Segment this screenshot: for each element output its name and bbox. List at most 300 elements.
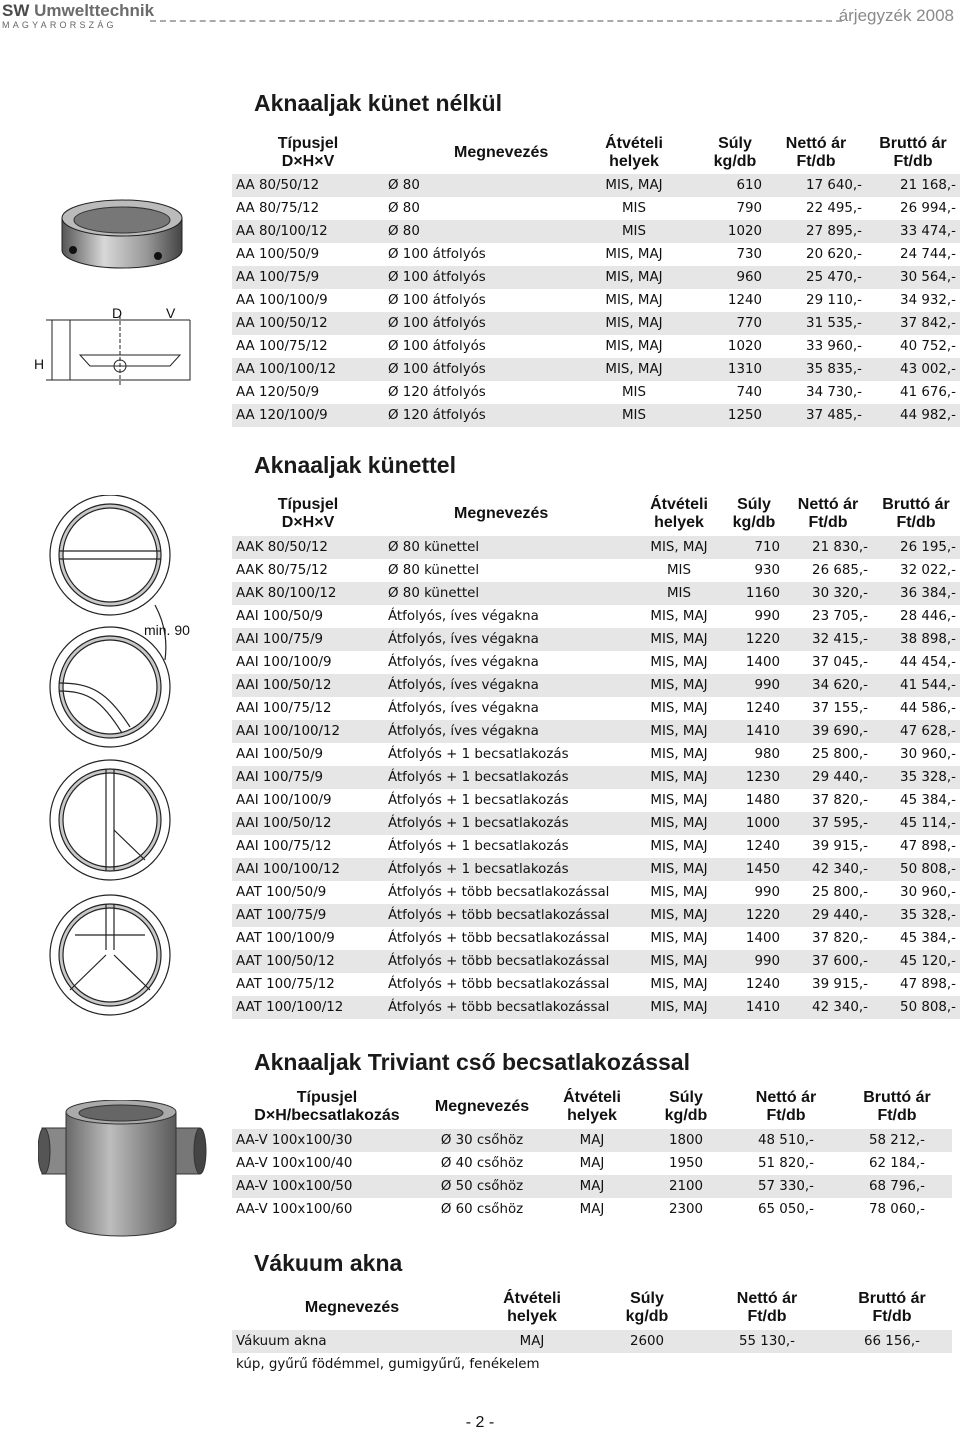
- cell-loc: MAJ: [519, 1334, 545, 1349]
- cell-loc: MIS, MAJ: [605, 339, 663, 354]
- price-table-4: [232, 1286, 952, 1376]
- cell-type: AA 100/100/12: [232, 358, 384, 381]
- cell-type: AAT 100/50/12: [232, 950, 384, 973]
- cell-name: Átfolyós, íves végakna: [384, 628, 634, 651]
- brand-country: MAGYARORSZÁG: [2, 20, 117, 30]
- col-type: Típusjel D×H×V: [277, 135, 339, 170]
- cell-type: AAI 100/75/12: [236, 839, 332, 854]
- cell-gross: 78 060,-: [869, 1202, 925, 1217]
- cell-type: AAK 80/50/12: [232, 536, 384, 559]
- cell-loc: MIS, MAJ: [650, 609, 708, 624]
- cell-gross: 44 586,-: [900, 701, 956, 716]
- cell-weight: 1250: [704, 404, 766, 427]
- cell-gross: 44 454,-: [900, 655, 956, 670]
- section-title-3: Aknaaljak Triviant cső becsatlakozással: [254, 1049, 690, 1075]
- col-name: Megnevezés: [434, 1098, 530, 1115]
- cell-type: AAI 100/50/12: [232, 812, 384, 835]
- cell-gross: 66 156,-: [864, 1334, 920, 1349]
- shaft-base-illustration: [40, 180, 220, 430]
- cell-weight: 1240: [745, 977, 780, 992]
- dim-v-label: V: [166, 305, 176, 321]
- cell-loc: MIS, MAJ: [634, 950, 724, 973]
- cell-net: 35 835,-: [766, 358, 866, 381]
- cell-name: Ø 80 künettel: [384, 582, 634, 605]
- col-loc: Átvételi helyek: [650, 496, 708, 531]
- cell-weight: 1400: [745, 655, 780, 670]
- cell-net: 30 320,-: [784, 582, 872, 605]
- cell-weight: 1230: [724, 766, 784, 789]
- cell-weight: 1410: [724, 720, 784, 743]
- table-row: [232, 358, 960, 381]
- cell-net: 17 640,-: [766, 174, 866, 197]
- cell-gross: 68 796,-: [842, 1175, 952, 1198]
- cell-gross: 35 328,-: [872, 904, 960, 927]
- table-row: [232, 1129, 952, 1152]
- table-row: [232, 766, 960, 789]
- cell-net: 65 050,-: [758, 1202, 814, 1217]
- cell-net: 37 600,-: [784, 950, 872, 973]
- cell-weight: 770: [704, 312, 766, 335]
- cell-name: Átfolyós, íves végakna: [388, 701, 539, 716]
- cell-loc: MIS, MAJ: [650, 885, 708, 900]
- cell-weight: 1450: [724, 858, 784, 881]
- cell-net: 32 415,-: [784, 628, 872, 651]
- cell-name: Ø 100 átfolyós: [384, 358, 564, 381]
- cell-weight: 710: [724, 536, 784, 559]
- cell-loc: MIS, MAJ: [650, 747, 708, 762]
- table-row: [232, 720, 960, 743]
- cell-name: Átfolyós, íves végakna: [384, 720, 634, 743]
- col-net: Nettó ár Ft/db: [755, 1089, 817, 1124]
- col-weight: Súly kg/db: [732, 496, 776, 531]
- cell-name: Átfolyós + több becsatlakozással: [388, 885, 610, 900]
- cell-loc: MAJ: [542, 1129, 642, 1152]
- cell-weight: 1240: [727, 293, 762, 308]
- col-loc: Átvételi helyek: [563, 1089, 621, 1124]
- cell-name: Átfolyós, íves végakna: [388, 609, 539, 624]
- table-row: [232, 174, 960, 197]
- channel-variants-illustration: [45, 495, 205, 1035]
- cell-weight: 1000: [724, 812, 784, 835]
- cell-type: AAT 100/100/12: [232, 996, 384, 1019]
- cell-name: Ø 100 átfolyós: [384, 266, 564, 289]
- col-net: Nettó ár Ft/db: [736, 1290, 798, 1325]
- cell-net: 34 730,-: [806, 385, 862, 400]
- cell-net: 39 915,-: [812, 977, 868, 992]
- cell-net: 27 895,-: [766, 220, 866, 243]
- table-row: [232, 743, 960, 766]
- col-weight: Súly kg/db: [664, 1089, 708, 1124]
- cell-gross: 43 002,-: [866, 358, 960, 381]
- cell-net: 37 820,-: [812, 793, 868, 808]
- dim-h-label: H: [34, 356, 45, 372]
- cell-loc: MIS: [621, 385, 646, 400]
- cell-weight: 1220: [724, 904, 784, 927]
- table-row: [232, 605, 960, 628]
- table-row: [232, 536, 960, 559]
- table-row: [232, 674, 960, 697]
- cell-name: Átfolyós, íves végakna: [388, 655, 539, 670]
- cell-net: 25 800,-: [812, 747, 868, 762]
- cell-net: 37 595,-: [784, 812, 872, 835]
- cell-net: 51 820,-: [758, 1156, 814, 1171]
- cell-name: Átfolyós + 1 becsatlakozás: [388, 747, 569, 762]
- cell-weight: 1310: [704, 358, 766, 381]
- cell-name: Ø 80 künettel: [384, 536, 634, 559]
- doc-title: árjegyzék 2008: [838, 6, 954, 25]
- table-row: [232, 381, 960, 404]
- dim-d-label: D: [112, 305, 123, 321]
- cell-weight: 990: [754, 609, 780, 624]
- cell-net: 42 340,-: [784, 996, 872, 1019]
- cell-name: Ø 100 átfolyós: [388, 293, 486, 308]
- cell-loc: MIS: [666, 563, 691, 578]
- cell-type: AAK 80/75/12: [236, 563, 328, 578]
- cell-type: AAT 100/75/12: [236, 977, 335, 992]
- cell-type: AAK 80/100/12: [232, 582, 384, 605]
- cell-gross: 35 328,-: [872, 766, 960, 789]
- triviant-base-illustration: [38, 1100, 208, 1240]
- cell-name: Átfolyós + több becsatlakozással: [384, 996, 634, 1019]
- cell-type: AAI 100/100/12: [232, 858, 384, 881]
- cell-net: 37 820,-: [812, 931, 868, 946]
- cell-net: 42 340,-: [784, 858, 872, 881]
- cell-loc: MIS, MAJ: [650, 931, 708, 946]
- cell-net: 55 130,-: [739, 1334, 795, 1349]
- section-title-2: Aknaaljak künettel: [254, 452, 456, 478]
- cell-net: 31 535,-: [766, 312, 866, 335]
- cell-weight: 1800: [642, 1129, 730, 1152]
- table-row: [232, 651, 960, 674]
- table-row: [232, 628, 960, 651]
- table-row: [232, 927, 960, 950]
- cell-type: AA-V 100x100/40: [236, 1156, 353, 1171]
- cell-type: AAI 100/75/9: [232, 628, 384, 651]
- col-name: Megnevezés: [454, 144, 549, 161]
- cell-name: Ø 50 csőhöz: [422, 1175, 542, 1198]
- cell-net: 37 155,-: [812, 701, 868, 716]
- cell-type: AA-V 100x100/60: [236, 1202, 353, 1217]
- cell-loc: MIS, MAJ: [650, 701, 708, 716]
- cell-name: Ø 80: [388, 201, 420, 216]
- cell-net: 21 830,-: [784, 536, 872, 559]
- cell-weight: 990: [724, 950, 784, 973]
- cell-gross: 30 564,-: [866, 266, 960, 289]
- cell-gross: 34 932,-: [900, 293, 956, 308]
- min-angle-label: min. 90: [144, 622, 190, 638]
- col-gross: Bruttó ár Ft/db: [882, 496, 950, 531]
- cell-name: Ø 80: [384, 220, 564, 243]
- cell-net: 23 705,-: [812, 609, 868, 624]
- cell-name: Ø 100 átfolyós: [384, 312, 564, 335]
- col-gross: Bruttó ár Ft/db: [863, 1089, 931, 1124]
- cell-type: AA 100/50/9: [236, 247, 320, 262]
- cell-weight: 2600: [629, 1334, 665, 1349]
- cell-weight: 980: [754, 747, 780, 762]
- cell-type: AA 100/75/12: [236, 339, 328, 354]
- cell-gross: 26 195,-: [872, 536, 960, 559]
- cell-name: Átfolyós + több becsatlakozással: [388, 977, 610, 992]
- cell-loc: MIS, MAJ: [634, 536, 724, 559]
- cell-loc: MIS, MAJ: [634, 996, 724, 1019]
- cell-name: Ø 60 csőhöz: [440, 1202, 524, 1217]
- col-weight: Súly kg/db: [625, 1290, 669, 1325]
- cell-type: AAI 100/50/9: [236, 747, 324, 762]
- cell-weight: 960: [704, 266, 766, 289]
- cell-name: Átfolyós, íves végakna: [384, 674, 634, 697]
- cell-net: 48 510,-: [730, 1129, 842, 1152]
- cell-name: Ø 120 átfolyós: [388, 385, 486, 400]
- table-row: [232, 220, 960, 243]
- cell-weight: 730: [736, 247, 762, 262]
- cell-loc: MAJ: [579, 1202, 605, 1217]
- cell-loc: MAJ: [542, 1175, 642, 1198]
- col-gross: Bruttó ár Ft/db: [858, 1290, 926, 1325]
- cell-name: Ø 40 csőhöz: [440, 1156, 524, 1171]
- cell-type: AA 120/50/9: [236, 385, 320, 400]
- cell-weight: 930: [754, 563, 780, 578]
- cell-loc: MAJ: [579, 1156, 605, 1171]
- col-net: Nettó ár Ft/db: [785, 135, 847, 170]
- table-row: [232, 812, 960, 835]
- cell-name: Átfolyós + több becsatlakozással: [388, 931, 610, 946]
- col-name: Megnevezés: [454, 505, 549, 522]
- cell-name: Ø 80: [384, 174, 564, 197]
- cell-net: 29 440,-: [784, 904, 872, 927]
- cell-name: Ø 80 künettel: [388, 563, 480, 578]
- header-divider: [150, 20, 842, 22]
- cell-type: AA-V 100x100/30: [232, 1129, 422, 1152]
- table-row: [232, 996, 960, 1019]
- cell-type: AA 100/50/12: [232, 312, 384, 335]
- cell-gross: 47 898,-: [900, 977, 956, 992]
- cell-gross: 47 898,-: [900, 839, 956, 854]
- cell-name: Átfolyós + 1 becsatlakozás: [384, 766, 634, 789]
- cell-loc: MIS, MAJ: [564, 266, 704, 289]
- cell-type: AAI 100/100/9: [236, 793, 332, 808]
- cell-loc: MIS, MAJ: [634, 628, 724, 651]
- cell-weight: 1020: [704, 220, 766, 243]
- cell-name: Átfolyós + 1 becsatlakozás: [388, 839, 569, 854]
- cell-gross: 24 744,-: [900, 247, 956, 262]
- cell-loc: MIS, MAJ: [634, 766, 724, 789]
- cell-type: AA 120/100/9: [232, 404, 384, 427]
- cell-weight: 1240: [745, 701, 780, 716]
- cell-loc: MIS, MAJ: [564, 312, 704, 335]
- cell-name: Átfolyós + 1 becsatlakozás: [384, 812, 634, 835]
- table-row: [232, 266, 960, 289]
- cell-gross: 36 384,-: [872, 582, 960, 605]
- table-row: [232, 1175, 952, 1198]
- cell-gross: 26 994,-: [900, 201, 956, 216]
- cell-weight: 990: [754, 885, 780, 900]
- section-title-1: Aknaaljak künet nélkül: [254, 90, 502, 116]
- cell-net: 26 685,-: [812, 563, 868, 578]
- cell-gross: 21 168,-: [866, 174, 960, 197]
- col-type: Típusjel D×H×V: [277, 496, 339, 531]
- cell-net: 37 045,-: [812, 655, 868, 670]
- col-loc: Átvételi helyek: [605, 135, 663, 170]
- cell-gross: 50 808,-: [872, 858, 960, 881]
- cell-weight: 1480: [745, 793, 780, 808]
- cell-name: Átfolyós + 1 becsatlakozás: [384, 858, 634, 881]
- cell-type: AA 80/75/12: [236, 201, 320, 216]
- cell-net: 20 620,-: [806, 247, 862, 262]
- cell-net: 57 330,-: [730, 1175, 842, 1198]
- cell-type: AAI 100/75/9: [232, 766, 384, 789]
- col-loc: Átvételi helyek: [503, 1290, 561, 1325]
- cell-type: AA-V 100x100/50: [232, 1175, 422, 1198]
- cell-gross: 62 184,-: [869, 1156, 925, 1171]
- cell-loc: MIS, MAJ: [634, 812, 724, 835]
- cell-weight: 1160: [724, 582, 784, 605]
- cell-gross: 45 114,-: [872, 812, 960, 835]
- table-row: [232, 973, 960, 996]
- cell-name: Átfolyós + 1 becsatlakozás: [388, 793, 569, 808]
- table-row: [232, 243, 960, 266]
- cell-name: Ø 30 csőhöz: [422, 1129, 542, 1152]
- cell-weight: 990: [724, 674, 784, 697]
- col-weight: Súly kg/db: [713, 135, 757, 170]
- table-row: [232, 1152, 952, 1175]
- table-row: [232, 335, 960, 358]
- col-gross: Bruttó ár Ft/db: [879, 135, 947, 170]
- brand-name: Umwelttechnik: [34, 1, 155, 20]
- cell-weight: 610: [704, 174, 766, 197]
- cell-name: Ø 100 átfolyós: [388, 339, 486, 354]
- cell-loc: MIS, MAJ: [605, 293, 663, 308]
- cell-type: AAI 100/50/12: [232, 674, 384, 697]
- cell-loc: MIS, MAJ: [634, 858, 724, 881]
- cell-net: 29 110,-: [806, 293, 862, 308]
- table-row: [232, 789, 960, 812]
- cell-weight: 1950: [668, 1156, 704, 1171]
- cell-weight: 1240: [745, 839, 780, 854]
- cell-loc: MIS, MAJ: [634, 674, 724, 697]
- table-row: [232, 697, 960, 720]
- cell-name: Vákuum akna: [236, 1334, 327, 1349]
- cell-gross: 47 628,-: [872, 720, 960, 743]
- cell-weight: 1220: [724, 628, 784, 651]
- cell-net: 25 470,-: [766, 266, 866, 289]
- table-row: [232, 835, 960, 858]
- cell-gross: 37 842,-: [866, 312, 960, 335]
- price-table-3: [232, 1085, 952, 1221]
- cell-type: AAI 100/100/12: [232, 720, 384, 743]
- cell-gross: 30 960,-: [900, 747, 956, 762]
- cell-loc: MIS, MAJ: [634, 720, 724, 743]
- cell-type: AA 80/50/12: [232, 174, 384, 197]
- cell-loc: MIS: [564, 404, 704, 427]
- table-row: [232, 582, 960, 605]
- cell-net: 37 485,-: [766, 404, 866, 427]
- cell-gross: 28 446,-: [900, 609, 956, 624]
- cell-type: AA 80/100/12: [232, 220, 384, 243]
- col-type: Típusjel D×H/becsatlakozás: [254, 1089, 400, 1124]
- cell-type: AAT 100/100/9: [236, 931, 335, 946]
- table-row: [232, 950, 960, 973]
- cell-net: 34 620,-: [784, 674, 872, 697]
- price-table-2: [232, 492, 960, 1019]
- section-title-4: Vákuum akna: [254, 1250, 403, 1276]
- cell-loc: MIS: [621, 201, 646, 216]
- cell-type: AA 100/75/9: [232, 266, 384, 289]
- cell-gross: 40 752,-: [900, 339, 956, 354]
- cell-loc: MIS, MAJ: [650, 793, 708, 808]
- cell-weight: 1400: [745, 931, 780, 946]
- cell-loc: MIS, MAJ: [650, 655, 708, 670]
- cell-net: 29 440,-: [784, 766, 872, 789]
- table-row: [232, 1198, 952, 1221]
- table-row: [232, 858, 960, 881]
- table-row: [232, 881, 960, 904]
- cell-gross: 45 384,-: [900, 931, 956, 946]
- cell-name: Ø 100 átfolyós: [388, 247, 486, 262]
- col-net: Nettó ár Ft/db: [797, 496, 859, 531]
- table-row: [232, 289, 960, 312]
- cell-net: 22 495,-: [806, 201, 862, 216]
- cell-weight: 790: [736, 201, 762, 216]
- cell-gross: 44 982,-: [866, 404, 960, 427]
- table-row: [232, 904, 960, 927]
- table-row: [232, 312, 960, 335]
- cell-type: AAT 100/75/9: [232, 904, 384, 927]
- cell-gross: 33 474,-: [866, 220, 960, 243]
- cell-weight: 1410: [724, 996, 784, 1019]
- cell-note: kúp, gyűrű födémmel, gumigyűrű, fenékelem: [236, 1357, 540, 1372]
- cell-loc: MIS: [564, 220, 704, 243]
- cell-type: AAI 100/50/9: [236, 609, 324, 624]
- cell-gross: 30 960,-: [900, 885, 956, 900]
- cell-loc: MIS, MAJ: [564, 174, 704, 197]
- cell-loc: MIS, MAJ: [650, 977, 708, 992]
- cell-gross: 41 544,-: [872, 674, 960, 697]
- cell-weight: 740: [736, 385, 762, 400]
- cell-name: Átfolyós + több becsatlakozással: [384, 950, 634, 973]
- cell-weight: 2300: [668, 1202, 704, 1217]
- cell-type: AAI 100/75/12: [236, 701, 332, 716]
- price-table-1: [232, 132, 960, 427]
- col-name: Megnevezés: [304, 1299, 400, 1316]
- cell-loc: MIS: [634, 582, 724, 605]
- cell-loc: MIS, MAJ: [650, 839, 708, 854]
- table-row: [232, 559, 960, 582]
- cell-gross: 45 384,-: [900, 793, 956, 808]
- cell-gross: 41 676,-: [900, 385, 956, 400]
- cell-gross: 58 212,-: [842, 1129, 952, 1152]
- cell-loc: MIS, MAJ: [634, 904, 724, 927]
- cell-weight: 2100: [642, 1175, 730, 1198]
- cell-net: 25 800,-: [812, 885, 868, 900]
- table-row: [232, 197, 960, 220]
- cell-type: AAI 100/100/9: [236, 655, 332, 670]
- brand-logo: [2, 2, 154, 30]
- cell-name: Átfolyós + több becsatlakozással: [384, 904, 634, 927]
- cell-type: AA 100/100/9: [236, 293, 328, 308]
- table-row: [232, 1330, 952, 1353]
- cell-name: Ø 120 átfolyós: [384, 404, 564, 427]
- cell-loc: MIS, MAJ: [564, 358, 704, 381]
- cell-gross: 38 898,-: [872, 628, 960, 651]
- table-row: [232, 404, 960, 427]
- cell-loc: MIS, MAJ: [605, 247, 663, 262]
- brand-sw: SW: [2, 1, 30, 20]
- page-number: - 2 -: [465, 1414, 495, 1431]
- cell-type: AAT 100/50/9: [236, 885, 327, 900]
- cell-net: 39 690,-: [784, 720, 872, 743]
- cell-net: 33 960,-: [806, 339, 862, 354]
- table-row-note: [232, 1353, 952, 1376]
